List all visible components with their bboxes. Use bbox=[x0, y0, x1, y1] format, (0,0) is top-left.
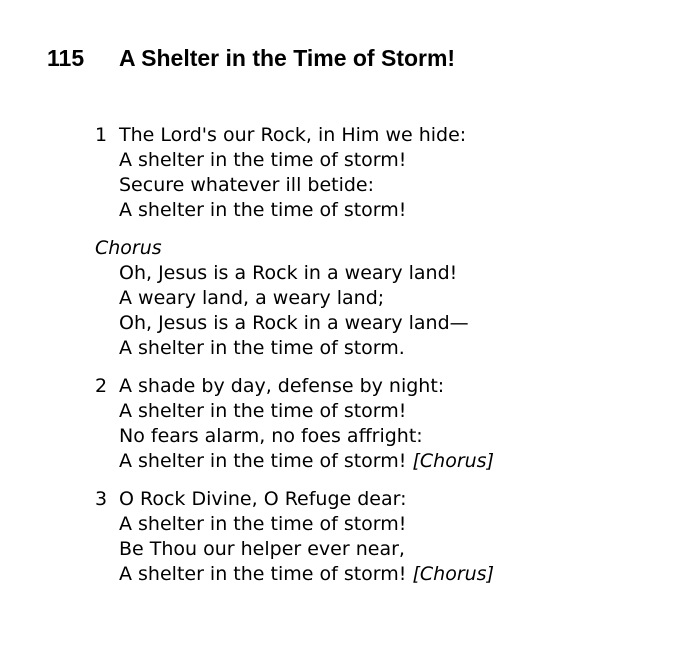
chorus-line bbox=[95, 336, 469, 361]
chorus-reference: [Chorus] bbox=[412, 563, 494, 585]
stanza-3 bbox=[95, 487, 494, 587]
stanza-line bbox=[95, 449, 494, 474]
lyric-text: Oh, Jesus is a Rock in a weary land! bbox=[119, 262, 458, 284]
stanza-line bbox=[95, 399, 494, 424]
lyric-text: A shelter in the time of storm! bbox=[119, 149, 407, 171]
hymn-title: A Shelter in the Time of Storm! bbox=[119, 45, 456, 71]
stanza-line bbox=[95, 487, 494, 512]
lyric-text: Oh, Jesus is a Rock in a weary land— bbox=[119, 312, 469, 334]
chorus-line bbox=[95, 311, 469, 336]
stanza-number: 2 bbox=[95, 375, 108, 397]
stanza-number: 3 bbox=[95, 488, 108, 510]
chorus-line bbox=[95, 286, 469, 311]
chorus bbox=[95, 236, 469, 361]
stanza-line bbox=[95, 123, 466, 148]
lyric-text: A shelter in the time of storm! bbox=[119, 450, 407, 472]
lyric-text: A shelter in the time of storm. bbox=[119, 337, 405, 359]
lyric-text: Be Thou our helper ever near, bbox=[119, 538, 405, 560]
lyric-text: A shelter in the time of storm! bbox=[119, 199, 407, 221]
chorus-line bbox=[95, 261, 469, 286]
stanza-line bbox=[95, 512, 494, 537]
stanza-line bbox=[95, 374, 494, 399]
hymn-header bbox=[47, 43, 455, 73]
stanza-line bbox=[95, 537, 494, 562]
lyric-text: A weary land, a weary land; bbox=[119, 287, 385, 309]
stanza-line bbox=[95, 424, 494, 449]
stanza-line bbox=[95, 173, 466, 198]
lyric-text: No fears alarm, no foes affright: bbox=[119, 425, 423, 447]
lyric-text: A shade by day, defense by night: bbox=[119, 375, 445, 397]
lyric-text: Secure whatever ill betide: bbox=[119, 174, 375, 196]
lyric-text: The Lord's our Rock, in Him we hide: bbox=[119, 124, 467, 146]
lyric-text: O Rock Divine, O Refuge dear: bbox=[119, 488, 407, 510]
chorus-reference: [Chorus] bbox=[412, 450, 494, 472]
stanza-line bbox=[95, 562, 494, 587]
stanza-number: 1 bbox=[95, 124, 108, 146]
lyric-text: A shelter in the time of storm! bbox=[119, 400, 407, 422]
hymn-number: 115 bbox=[47, 45, 85, 71]
lyric-text: A shelter in the time of storm! bbox=[119, 513, 407, 535]
stanza-2 bbox=[95, 374, 494, 474]
stanza-1 bbox=[95, 123, 466, 223]
lyric-text: A shelter in the time of storm! bbox=[119, 563, 407, 585]
stanza-line bbox=[95, 198, 466, 223]
chorus-label: Chorus bbox=[95, 237, 162, 259]
stanza-line bbox=[95, 148, 466, 173]
